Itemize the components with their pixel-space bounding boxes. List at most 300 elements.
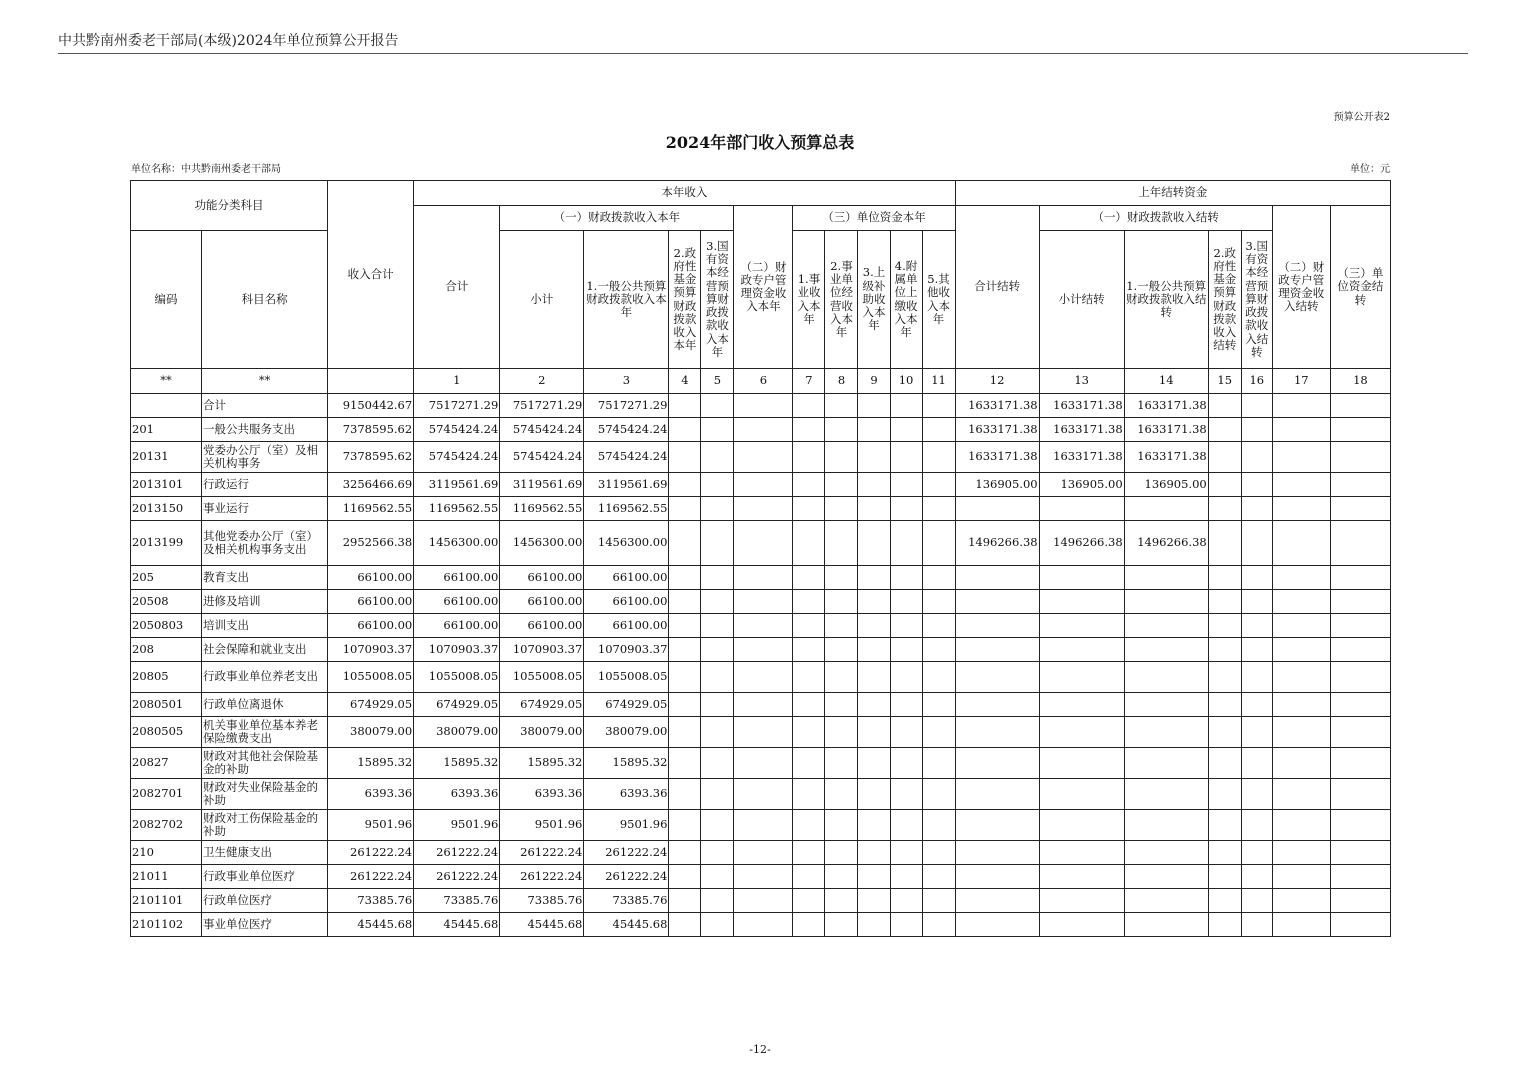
row-amount-cell: 6393.36 [328,779,414,810]
row-amount-cell [1208,662,1241,693]
row-amount-cell [793,865,825,889]
row-amount-cell [1272,521,1330,566]
row-amount-cell [890,418,922,442]
row-amount-cell [1272,717,1330,748]
row-amount-cell: 261222.24 [414,865,500,889]
row-amount-cell [825,693,858,717]
table-body [131,394,1391,937]
row-amount-cell [1330,566,1390,590]
row-amount-cell [669,810,701,841]
row-amount-cell [1039,590,1124,614]
row-amount-cell: 1055008.05 [584,662,669,693]
row-amount-cell [1330,442,1390,473]
header-general-budget-carryover: 1.一般公共预算财政拨款收入结转 [1124,231,1208,369]
row-amount-cell [825,497,858,521]
row-amount-cell [1208,889,1241,913]
row-code: 20805 [131,662,202,693]
row-amount-cell [793,841,825,865]
column-index-cell: 11 [922,369,955,394]
row-amount-cell [1241,521,1272,566]
row-amount-cell [669,566,701,590]
row-subject-name: 行政事业单位养老支出 [202,662,328,693]
row-amount-cell [1039,662,1124,693]
row-amount-cell: 66100.00 [414,566,500,590]
row-amount-cell [701,841,734,865]
row-amount-cell [734,473,793,497]
table-row [131,841,1391,865]
row-amount-cell [858,521,890,566]
row-amount-cell [1272,889,1330,913]
row-amount-cell [922,841,955,865]
row-amount-cell: 3256466.69 [328,473,414,497]
header-business-income: 1.事业收入本年 [793,231,825,369]
row-amount-cell [1272,638,1330,662]
row-amount-cell [1241,614,1272,638]
row-amount-cell [858,810,890,841]
row-amount-cell [1208,497,1241,521]
row-amount-cell [1241,913,1272,937]
row-subject-name: 卫生健康支出 [202,841,328,865]
table-row [131,418,1391,442]
row-amount-cell [858,717,890,748]
row-amount-cell: 7517271.29 [414,394,500,418]
row-amount-cell: 1055008.05 [328,662,414,693]
row-amount-cell [922,662,955,693]
row-amount-cell: 5745424.24 [584,418,669,442]
row-amount-cell [734,442,793,473]
row-amount-cell [669,614,701,638]
row-amount-cell [955,693,1039,717]
row-amount-cell [1241,865,1272,889]
row-amount-cell: 66100.00 [414,590,500,614]
row-amount-cell: 7517271.29 [500,394,584,418]
row-amount-cell [1039,779,1124,810]
row-amount-cell [922,473,955,497]
row-amount-cell: 73385.76 [584,889,669,913]
row-amount-cell [1330,590,1390,614]
row-amount-cell [825,913,858,937]
row-amount-cell [858,693,890,717]
document-header: 中共黔南州委老干部局(本级)2024年单位预算公开报告 [58,33,399,49]
row-amount-cell [734,566,793,590]
row-amount-cell [793,394,825,418]
row-amount-cell [669,497,701,521]
row-amount-cell [669,865,701,889]
row-amount-cell [1241,473,1272,497]
column-index-cell: 10 [890,369,922,394]
row-amount-cell [825,566,858,590]
header-gov-fund-carryover: 2.政府性基金预算财政拨款收入结转 [1208,231,1241,369]
column-index-cell: 16 [1241,369,1272,394]
row-code: 2050803 [131,614,202,638]
row-amount-cell [1208,810,1241,841]
row-amount-cell: 15895.32 [500,748,584,779]
row-amount-cell [922,717,955,748]
row-amount-cell [1039,841,1124,865]
row-amount-cell [793,566,825,590]
row-amount-cell [1039,748,1124,779]
row-amount-cell: 136905.00 [1039,473,1124,497]
row-amount-cell [1272,662,1330,693]
row-amount-cell: 1070903.37 [328,638,414,662]
row-amount-cell [1208,394,1241,418]
row-amount-cell [793,889,825,913]
row-subject-name: 财政对工伤保险基金的补助 [202,810,328,841]
row-amount-cell [858,590,890,614]
table-row [131,473,1391,497]
header-func-subject: 功能分类科目 [131,181,328,231]
table-row [131,810,1391,841]
row-code: 20508 [131,590,202,614]
row-amount-cell: 6393.36 [584,779,669,810]
column-index-cell: 17 [1272,369,1330,394]
column-index-cell: 6 [734,369,793,394]
row-amount-cell [922,590,955,614]
row-amount-cell [825,418,858,442]
row-amount-cell [1124,889,1208,913]
row-amount-cell: 1169562.55 [414,497,500,521]
row-amount-cell [1208,614,1241,638]
row-amount-cell [1124,748,1208,779]
row-amount-cell [701,717,734,748]
row-amount-cell [890,865,922,889]
row-amount-cell [793,590,825,614]
row-amount-cell: 66100.00 [414,614,500,638]
row-amount-cell [1208,566,1241,590]
row-amount-cell [793,662,825,693]
row-amount-cell [734,497,793,521]
row-amount-cell [793,442,825,473]
row-subject-name: 行政运行 [202,473,328,497]
header-current-year: 本年收入 [414,181,955,206]
row-amount-cell [701,638,734,662]
row-amount-cell: 9501.96 [328,810,414,841]
row-code: 20131 [131,442,202,473]
row-amount-cell [669,394,701,418]
row-amount-cell [922,442,955,473]
row-amount-cell [955,748,1039,779]
row-amount-cell [701,442,734,473]
row-amount-cell: 1169562.55 [500,497,584,521]
row-amount-cell [890,748,922,779]
row-amount-cell: 73385.76 [500,889,584,913]
row-amount-cell [858,662,890,693]
row-amount-cell [793,779,825,810]
row-code: 21011 [131,865,202,889]
row-amount-cell [825,748,858,779]
row-subject-name: 进修及培训 [202,590,328,614]
row-amount-cell [922,810,955,841]
row-amount-cell [734,614,793,638]
row-amount-cell [1330,810,1390,841]
row-amount-cell [734,841,793,865]
row-amount-cell [922,418,955,442]
row-amount-cell [701,913,734,937]
row-amount-cell: 1496266.38 [1039,521,1124,566]
row-amount-cell [858,889,890,913]
header-other-income: 5.其他收入本年 [922,231,955,369]
table-row [131,614,1391,638]
row-amount-cell [1241,693,1272,717]
row-amount-cell [734,662,793,693]
row-amount-cell [734,810,793,841]
row-amount-cell: 15895.32 [414,748,500,779]
row-amount-cell [1330,662,1390,693]
row-amount-cell [734,638,793,662]
row-amount-cell [669,693,701,717]
row-amount-cell: 1633171.38 [955,418,1039,442]
row-amount-cell [858,779,890,810]
row-amount-cell: 1055008.05 [500,662,584,693]
row-amount-cell [1272,913,1330,937]
column-index-cell: 5 [701,369,734,394]
row-amount-cell [1272,394,1330,418]
row-amount-cell [858,913,890,937]
row-amount-cell [890,889,922,913]
table-row [131,693,1391,717]
row-amount-cell [890,497,922,521]
row-amount-cell: 1070903.37 [584,638,669,662]
row-amount-cell [701,865,734,889]
column-index-cell: 12 [955,369,1039,394]
row-amount-cell [734,913,793,937]
row-amount-cell [825,394,858,418]
row-amount-cell: 674929.05 [328,693,414,717]
row-amount-cell [858,638,890,662]
row-amount-cell [922,521,955,566]
row-amount-cell [669,662,701,693]
row-amount-cell [1330,889,1390,913]
row-amount-cell [701,693,734,717]
row-amount-cell [858,865,890,889]
row-amount-cell: 7378595.62 [328,418,414,442]
row-code: 201 [131,418,202,442]
row-code: 208 [131,638,202,662]
column-index-row [131,369,1391,394]
row-amount-cell: 15895.32 [584,748,669,779]
row-amount-cell [1208,693,1241,717]
row-amount-cell [701,418,734,442]
row-amount-cell [793,717,825,748]
header-special-current: （二）财政专户管理资金收入本年 [734,206,793,369]
row-amount-cell [1208,913,1241,937]
row-amount-cell: 7378595.62 [328,442,414,473]
header-operating-income: 2.事业单位经营收入本年 [825,231,858,369]
row-amount-cell [825,810,858,841]
row-amount-cell [1039,638,1124,662]
row-amount-cell [1124,810,1208,841]
row-amount-cell: 380079.00 [414,717,500,748]
header-subject-name: 科目名称 [202,231,328,369]
row-amount-cell [793,693,825,717]
header-carryover: 上年结转资金 [955,181,1390,206]
row-subject-name: 行政单位医疗 [202,889,328,913]
row-amount-cell: 261222.24 [414,841,500,865]
row-amount-cell [734,865,793,889]
row-amount-cell [825,889,858,913]
row-amount-cell [922,566,955,590]
header-gov-fund: 2.政府性基金预算财政拨款收入本年 [669,231,701,369]
row-amount-cell [1208,748,1241,779]
row-amount-cell [1124,693,1208,717]
row-amount-cell [1330,473,1390,497]
header-general-budget: 1.一般公共预算财政拨款收入本年 [584,231,669,369]
row-subject-name: 行政单位离退休 [202,693,328,717]
row-amount-cell [890,693,922,717]
header-total: 合计 [414,206,500,369]
row-amount-cell: 3119561.69 [500,473,584,497]
row-subject-name: 其他党委办公厅（室）及相关机构事务支出 [202,521,328,566]
row-amount-cell [922,748,955,779]
row-amount-cell: 7517271.29 [584,394,669,418]
row-amount-cell [1124,865,1208,889]
row-amount-cell: 1456300.00 [584,521,669,566]
row-amount-cell: 66100.00 [584,566,669,590]
row-subject-name: 机关事业单位基本养老保险缴费支出 [202,717,328,748]
row-amount-cell [701,779,734,810]
row-amount-cell: 380079.00 [328,717,414,748]
row-amount-cell [734,779,793,810]
row-amount-cell [1330,418,1390,442]
table-row [131,717,1391,748]
table-row [131,889,1391,913]
row-amount-cell [890,662,922,693]
row-amount-cell [1330,913,1390,937]
row-amount-cell [890,810,922,841]
row-amount-cell [1241,662,1272,693]
row-amount-cell [825,521,858,566]
row-amount-cell [1330,841,1390,865]
row-amount-cell [701,497,734,521]
row-amount-cell: 2952566.38 [328,521,414,566]
row-amount-cell [1330,497,1390,521]
column-index-cell: 2 [500,369,584,394]
row-amount-cell [890,717,922,748]
row-amount-cell [669,748,701,779]
row-amount-cell [922,394,955,418]
row-amount-cell: 1070903.37 [500,638,584,662]
row-amount-cell [1272,497,1330,521]
row-amount-cell [858,566,890,590]
row-amount-cell [1241,590,1272,614]
row-amount-cell: 1496266.38 [1124,521,1208,566]
row-amount-cell: 261222.24 [328,865,414,889]
row-amount-cell [922,865,955,889]
row-amount-cell [1330,748,1390,779]
row-amount-cell: 1633171.38 [1039,394,1124,418]
row-amount-cell: 1633171.38 [1124,394,1208,418]
row-amount-cell [1039,497,1124,521]
row-amount-cell: 1456300.00 [414,521,500,566]
row-amount-cell [1241,889,1272,913]
row-amount-cell [669,521,701,566]
row-amount-cell: 1633171.38 [1039,442,1124,473]
row-amount-cell: 73385.76 [328,889,414,913]
row-amount-cell [1330,693,1390,717]
table-row [131,748,1391,779]
row-amount-cell [1330,779,1390,810]
row-amount-cell [1208,590,1241,614]
row-subject-name: 事业运行 [202,497,328,521]
row-amount-cell [858,442,890,473]
row-amount-cell [890,566,922,590]
row-amount-cell [734,394,793,418]
row-amount-cell: 66100.00 [584,590,669,614]
row-amount-cell [793,748,825,779]
row-amount-cell [734,590,793,614]
row-amount-cell [793,614,825,638]
column-index-cell: 1 [414,369,500,394]
row-amount-cell [1330,717,1390,748]
row-amount-cell: 1055008.05 [414,662,500,693]
row-amount-cell [890,394,922,418]
row-amount-cell [669,913,701,937]
row-amount-cell: 66100.00 [328,590,414,614]
row-amount-cell [890,614,922,638]
row-amount-cell: 66100.00 [500,590,584,614]
row-amount-cell [1241,810,1272,841]
row-amount-cell [922,497,955,521]
row-amount-cell [1039,693,1124,717]
row-amount-cell: 1633171.38 [955,394,1039,418]
row-amount-cell: 674929.05 [584,693,669,717]
row-amount-cell: 66100.00 [500,614,584,638]
row-amount-cell [1124,590,1208,614]
row-amount-cell [922,889,955,913]
row-amount-cell [1208,473,1241,497]
form-number: 预算公开表2 [1333,112,1390,123]
budget-income-table [130,180,1391,937]
row-amount-cell [1330,638,1390,662]
row-amount-cell: 66100.00 [500,566,584,590]
row-amount-cell [734,693,793,717]
row-amount-cell: 380079.00 [500,717,584,748]
row-amount-cell [1241,638,1272,662]
row-amount-cell [922,913,955,937]
row-amount-cell [955,497,1039,521]
row-subject-name: 党委办公厅（室）及相关机构事务 [202,442,328,473]
row-amount-cell [734,717,793,748]
row-amount-cell: 1633171.38 [955,442,1039,473]
row-amount-cell [1208,779,1241,810]
row-amount-cell [890,442,922,473]
row-amount-cell: 261222.24 [328,841,414,865]
table-row [131,566,1391,590]
row-amount-cell: 6393.36 [414,779,500,810]
row-amount-cell [890,638,922,662]
row-amount-cell [1330,865,1390,889]
row-amount-cell [1039,913,1124,937]
row-amount-cell [890,841,922,865]
row-amount-cell [922,779,955,810]
row-amount-cell [1272,418,1330,442]
row-amount-cell [734,889,793,913]
row-code: 2101101 [131,889,202,913]
row-amount-cell [825,662,858,693]
row-amount-cell: 261222.24 [500,841,584,865]
row-amount-cell: 1456300.00 [500,521,584,566]
page-number: -12- [749,1043,771,1056]
row-subject-name: 合计 [202,394,328,418]
row-amount-cell [1272,779,1330,810]
row-amount-cell: 5745424.24 [414,442,500,473]
row-amount-cell [858,497,890,521]
row-amount-cell [1124,566,1208,590]
header-divider [58,53,1468,54]
row-amount-cell [955,638,1039,662]
header-total-carryover: 合计结转 [955,206,1039,369]
row-amount-cell: 1633171.38 [1124,442,1208,473]
